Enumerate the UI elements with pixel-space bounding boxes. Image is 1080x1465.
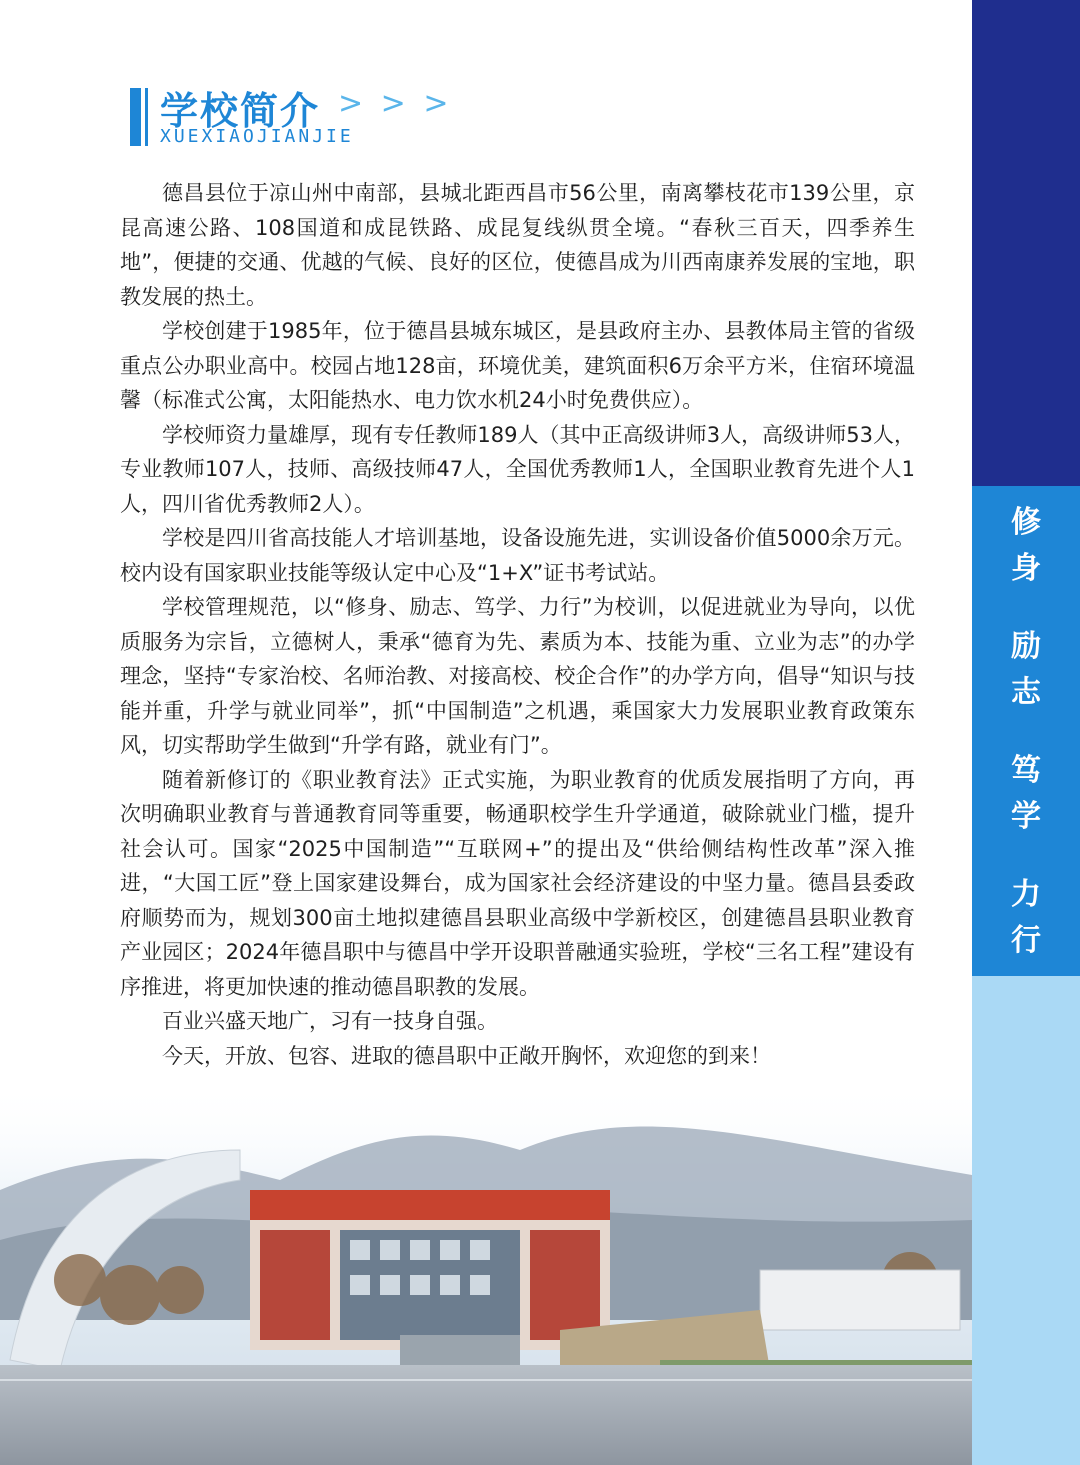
motto-char: 志 xyxy=(1011,675,1041,710)
motto-word-1 xyxy=(972,500,1080,592)
motto-char: 行 xyxy=(1011,923,1041,958)
motto-word-4 xyxy=(972,872,1080,964)
page-title: 学校简介 xyxy=(160,89,321,133)
intro-text xyxy=(120,176,915,1073)
paragraph: 学校创建于1985年，位于德昌县城东城区，是县政府主办、县教体局主管的省级重点公办职业高中。校园占地128亩，环境优美，建筑面积6万余平方米，住宿环境温馨（标准式公寓，太阳能热水、电力饮水机24小时免费供应）。 xyxy=(120,319,915,412)
header-accent-bar xyxy=(130,88,141,146)
campus-photo xyxy=(0,1080,972,1465)
motto-char: 力 xyxy=(1011,877,1041,912)
motto-char: 身 xyxy=(1011,551,1041,586)
side-band-dark xyxy=(972,0,1080,486)
paragraph: 百业兴盛天地广，习有一技身自强。 xyxy=(162,1009,498,1033)
side-band-light xyxy=(972,976,1080,1465)
motto-char: 学 xyxy=(1011,799,1041,834)
motto-word-2 xyxy=(972,624,1080,716)
paragraph: 德昌县位于凉山州中南部，县城北距西昌市56公里，南离攀枝花市139公里，京昆高速公路、108国道和成昆铁路、成昆复线纵贯全境。“春秋三百天，四季养生地”，便捷的交通、优越的气候、良好的区位，使德昌成为川西南康养发展的宝地，职教发展的热土。 xyxy=(120,181,915,309)
motto-char: 笃 xyxy=(1011,753,1041,788)
side-band xyxy=(972,0,1080,1465)
school-motto xyxy=(972,500,1080,996)
motto-word-3 xyxy=(972,748,1080,840)
motto-char: 励 xyxy=(1011,629,1041,664)
paragraph: 今天，开放、包容、进取的德昌职中正敞开胸怀，欢迎您的到来！ xyxy=(162,1043,771,1068)
page-subtitle: XUEXIAOJIANJIE xyxy=(160,126,354,147)
paragraph: 学校管理规范，以“修身、励志、笃学、力行”为校训，以促进就业为导向，以优质服务为宗旨，立德树人，秉承“德育为先、素质为本、技能为重、立业为志”的办学理念，坚持“专家治校、名师治教、对接高校、校企合作”的办学方向，倡导“知识与技能并重，升学与就业同举”，抓“中国制造”之机遇，乘国家大力发展职业教育政策东风，切实帮助学生做到“升学有路，就业有门”。 xyxy=(120,595,915,757)
paragraph: 学校是四川省高技能人才培训基地，设备设施先进，实训设备价值5000余万元。校内设有国家职业技能等级认定中心及“1+X”证书考试站。 xyxy=(120,526,915,585)
paragraph: 随着新修订的《职业教育法》正式实施，为职业教育的优质发展指明了方向，再次明确职业教育与普通教育同等重要，畅通职校学生升学通道，破除就业门槛，提升社会认可。国家“2025中国制造”“互联网+”的提出及“供给侧结构性改革”深入推进，“大国工匠”登上国家建设舞台，成为国家社会经济建设的中坚力量。德昌县委政府顺势而为，规划300亩土地拟建德昌县职业高级中学新校区，创建德昌县职业教育产业园区；2024年德昌职中与德昌中学开设职普融通实验班，学校“三名工程”建设有序推进，将更加快速的推动德昌职教的发展。 xyxy=(120,767,915,999)
header-accent-line xyxy=(145,88,148,146)
chevron-right-icon: > > > xyxy=(338,86,453,121)
paragraph: 学校师资力量雄厚，现有专任教师189人（其中正高级讲师3人，高级讲师53人，专业教师107人，技师、高级技师47人，全国优秀教师1人，全国职业教育先进个人1人，四川省优秀教师2人）。 xyxy=(120,422,915,516)
motto-char: 修 xyxy=(1011,505,1041,540)
